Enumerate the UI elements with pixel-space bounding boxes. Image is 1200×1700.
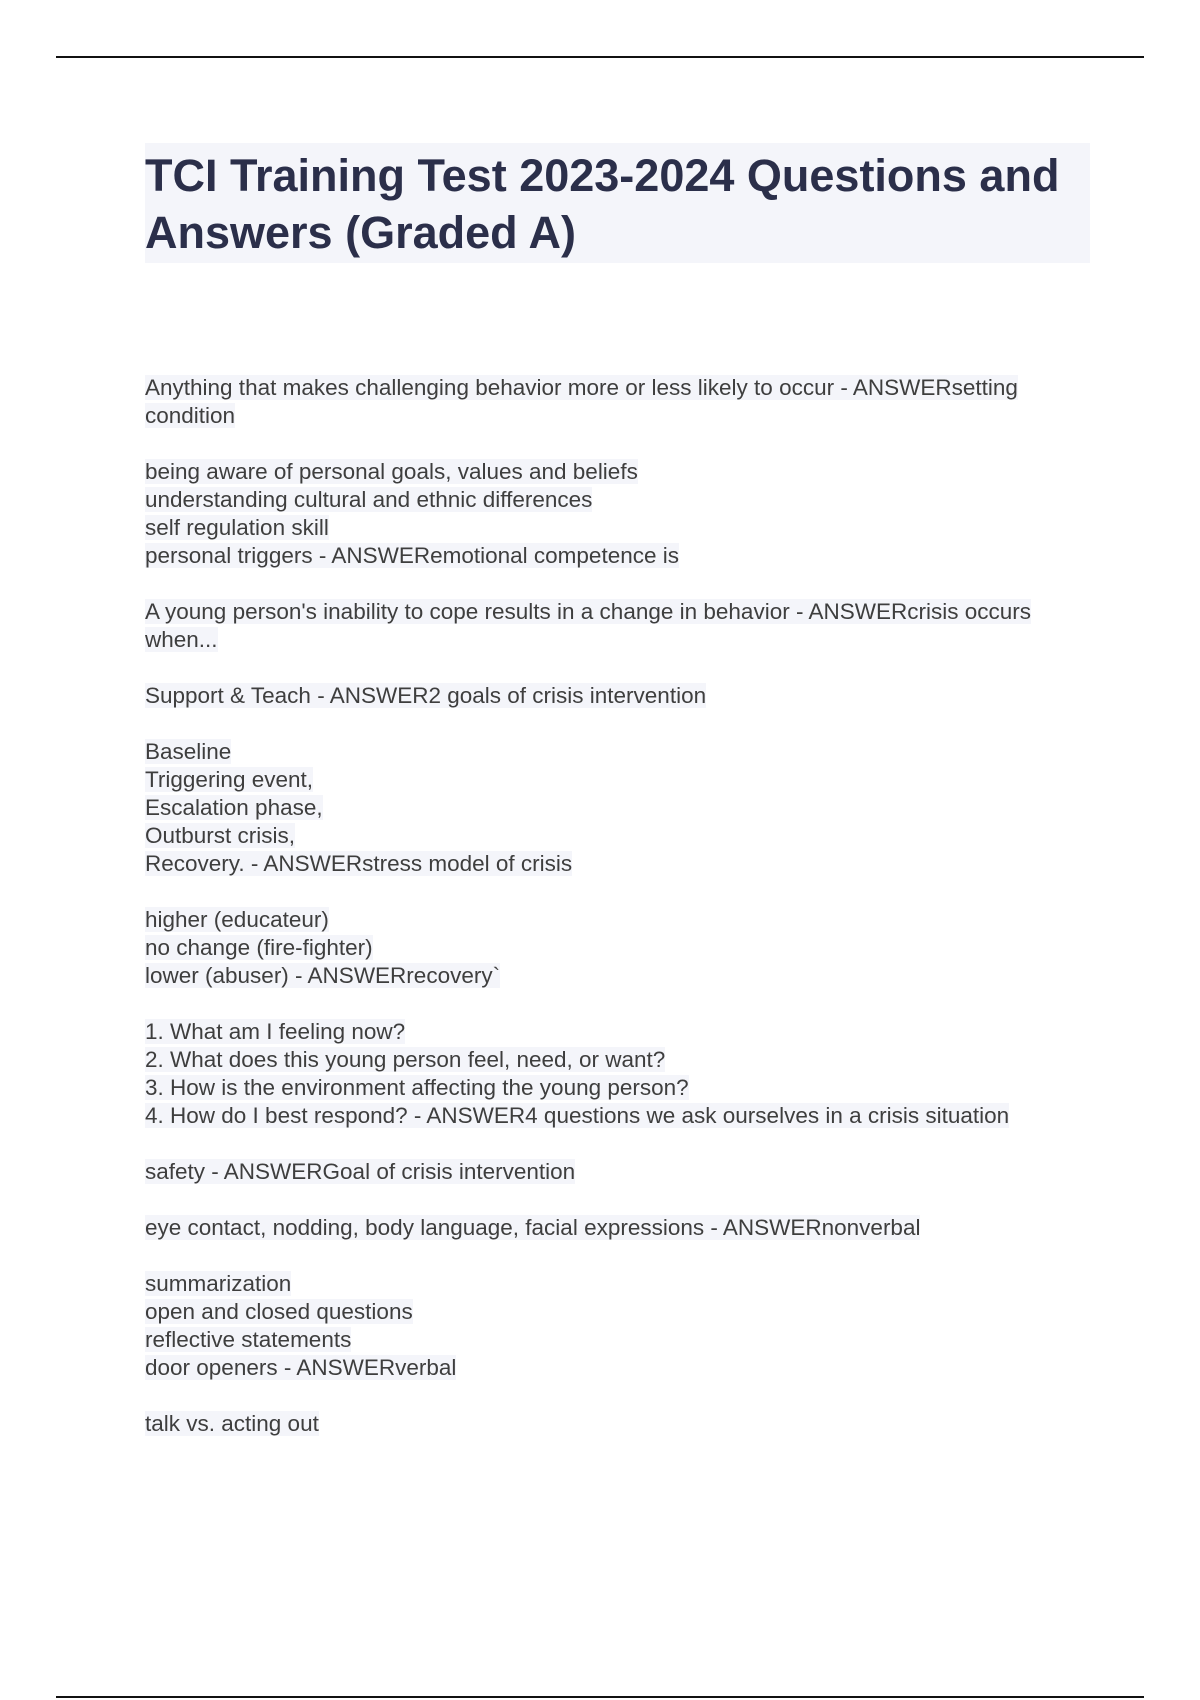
qa-line <box>145 962 1090 990</box>
qa-entry <box>145 1410 1090 1438</box>
bottom-rule <box>56 1696 1144 1698</box>
qa-line <box>145 1270 1090 1298</box>
qa-text: reflective statements <box>145 1327 352 1352</box>
qa-text: door openers - ANSWERverbal <box>145 1355 457 1380</box>
qa-text: personal triggers - ANSWERemotional competence is <box>145 543 679 568</box>
qa-list <box>145 374 1090 1438</box>
document-title: TCI Training Test 2023-2024 Questions and Answers (Graded A) <box>145 150 1060 258</box>
qa-line <box>145 738 1090 766</box>
qa-text: open and closed questions <box>145 1299 413 1324</box>
qa-line <box>145 514 1090 542</box>
qa-text: no change (fire-fighter) <box>145 935 373 960</box>
qa-text: 3. How is the environment affecting the young person? <box>145 1075 689 1100</box>
qa-line <box>145 934 1090 962</box>
qa-line <box>145 906 1090 934</box>
qa-text: Triggering event, <box>145 767 314 792</box>
qa-line <box>145 374 1090 430</box>
qa-text: summarization <box>145 1271 292 1296</box>
qa-text: Escalation phase, <box>145 795 323 820</box>
qa-text: higher (educateur) <box>145 907 329 932</box>
qa-entry <box>145 1270 1090 1382</box>
qa-entry <box>145 458 1090 570</box>
qa-line <box>145 1102 1090 1130</box>
qa-text: being aware of personal goals, values and beliefs <box>145 459 638 484</box>
qa-line <box>145 1214 1090 1242</box>
qa-text: Outburst crisis, <box>145 823 296 848</box>
qa-entry <box>145 598 1090 654</box>
qa-entry <box>145 374 1090 430</box>
qa-line <box>145 1074 1090 1102</box>
qa-entry <box>145 906 1090 990</box>
qa-line <box>145 486 1090 514</box>
qa-text: 1. What am I feeling now? <box>145 1019 406 1044</box>
qa-entry <box>145 738 1090 878</box>
qa-line <box>145 682 1090 710</box>
qa-line <box>145 1326 1090 1354</box>
qa-line <box>145 1298 1090 1326</box>
qa-text: talk vs. acting out <box>145 1411 319 1436</box>
qa-text: Recovery. - ANSWERstress model of crisis <box>145 851 573 876</box>
top-rule <box>56 56 1144 58</box>
qa-text: Anything that makes challenging behavior more or less likely to occur - ANSWERsetting condition <box>145 375 1018 428</box>
qa-line <box>145 1354 1090 1382</box>
qa-line <box>145 766 1090 794</box>
qa-line <box>145 1410 1090 1438</box>
qa-text: lower (abuser) - ANSWERrecovery` <box>145 963 501 988</box>
qa-line <box>145 1158 1090 1186</box>
qa-entry <box>145 1158 1090 1186</box>
qa-line <box>145 542 1090 570</box>
qa-line <box>145 822 1090 850</box>
qa-text: 2. What does this young person feel, need, or want? <box>145 1047 666 1072</box>
qa-entry <box>145 1018 1090 1130</box>
qa-text: Baseline <box>145 739 232 764</box>
qa-text: self regulation skill <box>145 515 329 540</box>
qa-text: Support & Teach - ANSWER2 goals of crisis intervention <box>145 683 707 708</box>
qa-line <box>145 598 1090 654</box>
qa-line <box>145 1046 1090 1074</box>
qa-entry <box>145 1214 1090 1242</box>
qa-entry <box>145 682 1090 710</box>
qa-text: safety - ANSWERGoal of crisis intervention <box>145 1159 576 1184</box>
qa-text: eye contact, nodding, body language, facial expressions - ANSWERnonverbal <box>145 1215 921 1240</box>
qa-text: 4. How do I best respond? - ANSWER4 questions we ask ourselves in a crisis situation <box>145 1103 1010 1128</box>
qa-line <box>145 458 1090 486</box>
title-block <box>145 143 1090 263</box>
document-body <box>145 143 1090 1466</box>
qa-line <box>145 794 1090 822</box>
qa-text: A young person's inability to cope results in a change in behavior - ANSWERcrisis occurs when... <box>145 599 1031 652</box>
qa-text: understanding cultural and ethnic differences <box>145 487 593 512</box>
qa-line <box>145 1018 1090 1046</box>
qa-line <box>145 850 1090 878</box>
